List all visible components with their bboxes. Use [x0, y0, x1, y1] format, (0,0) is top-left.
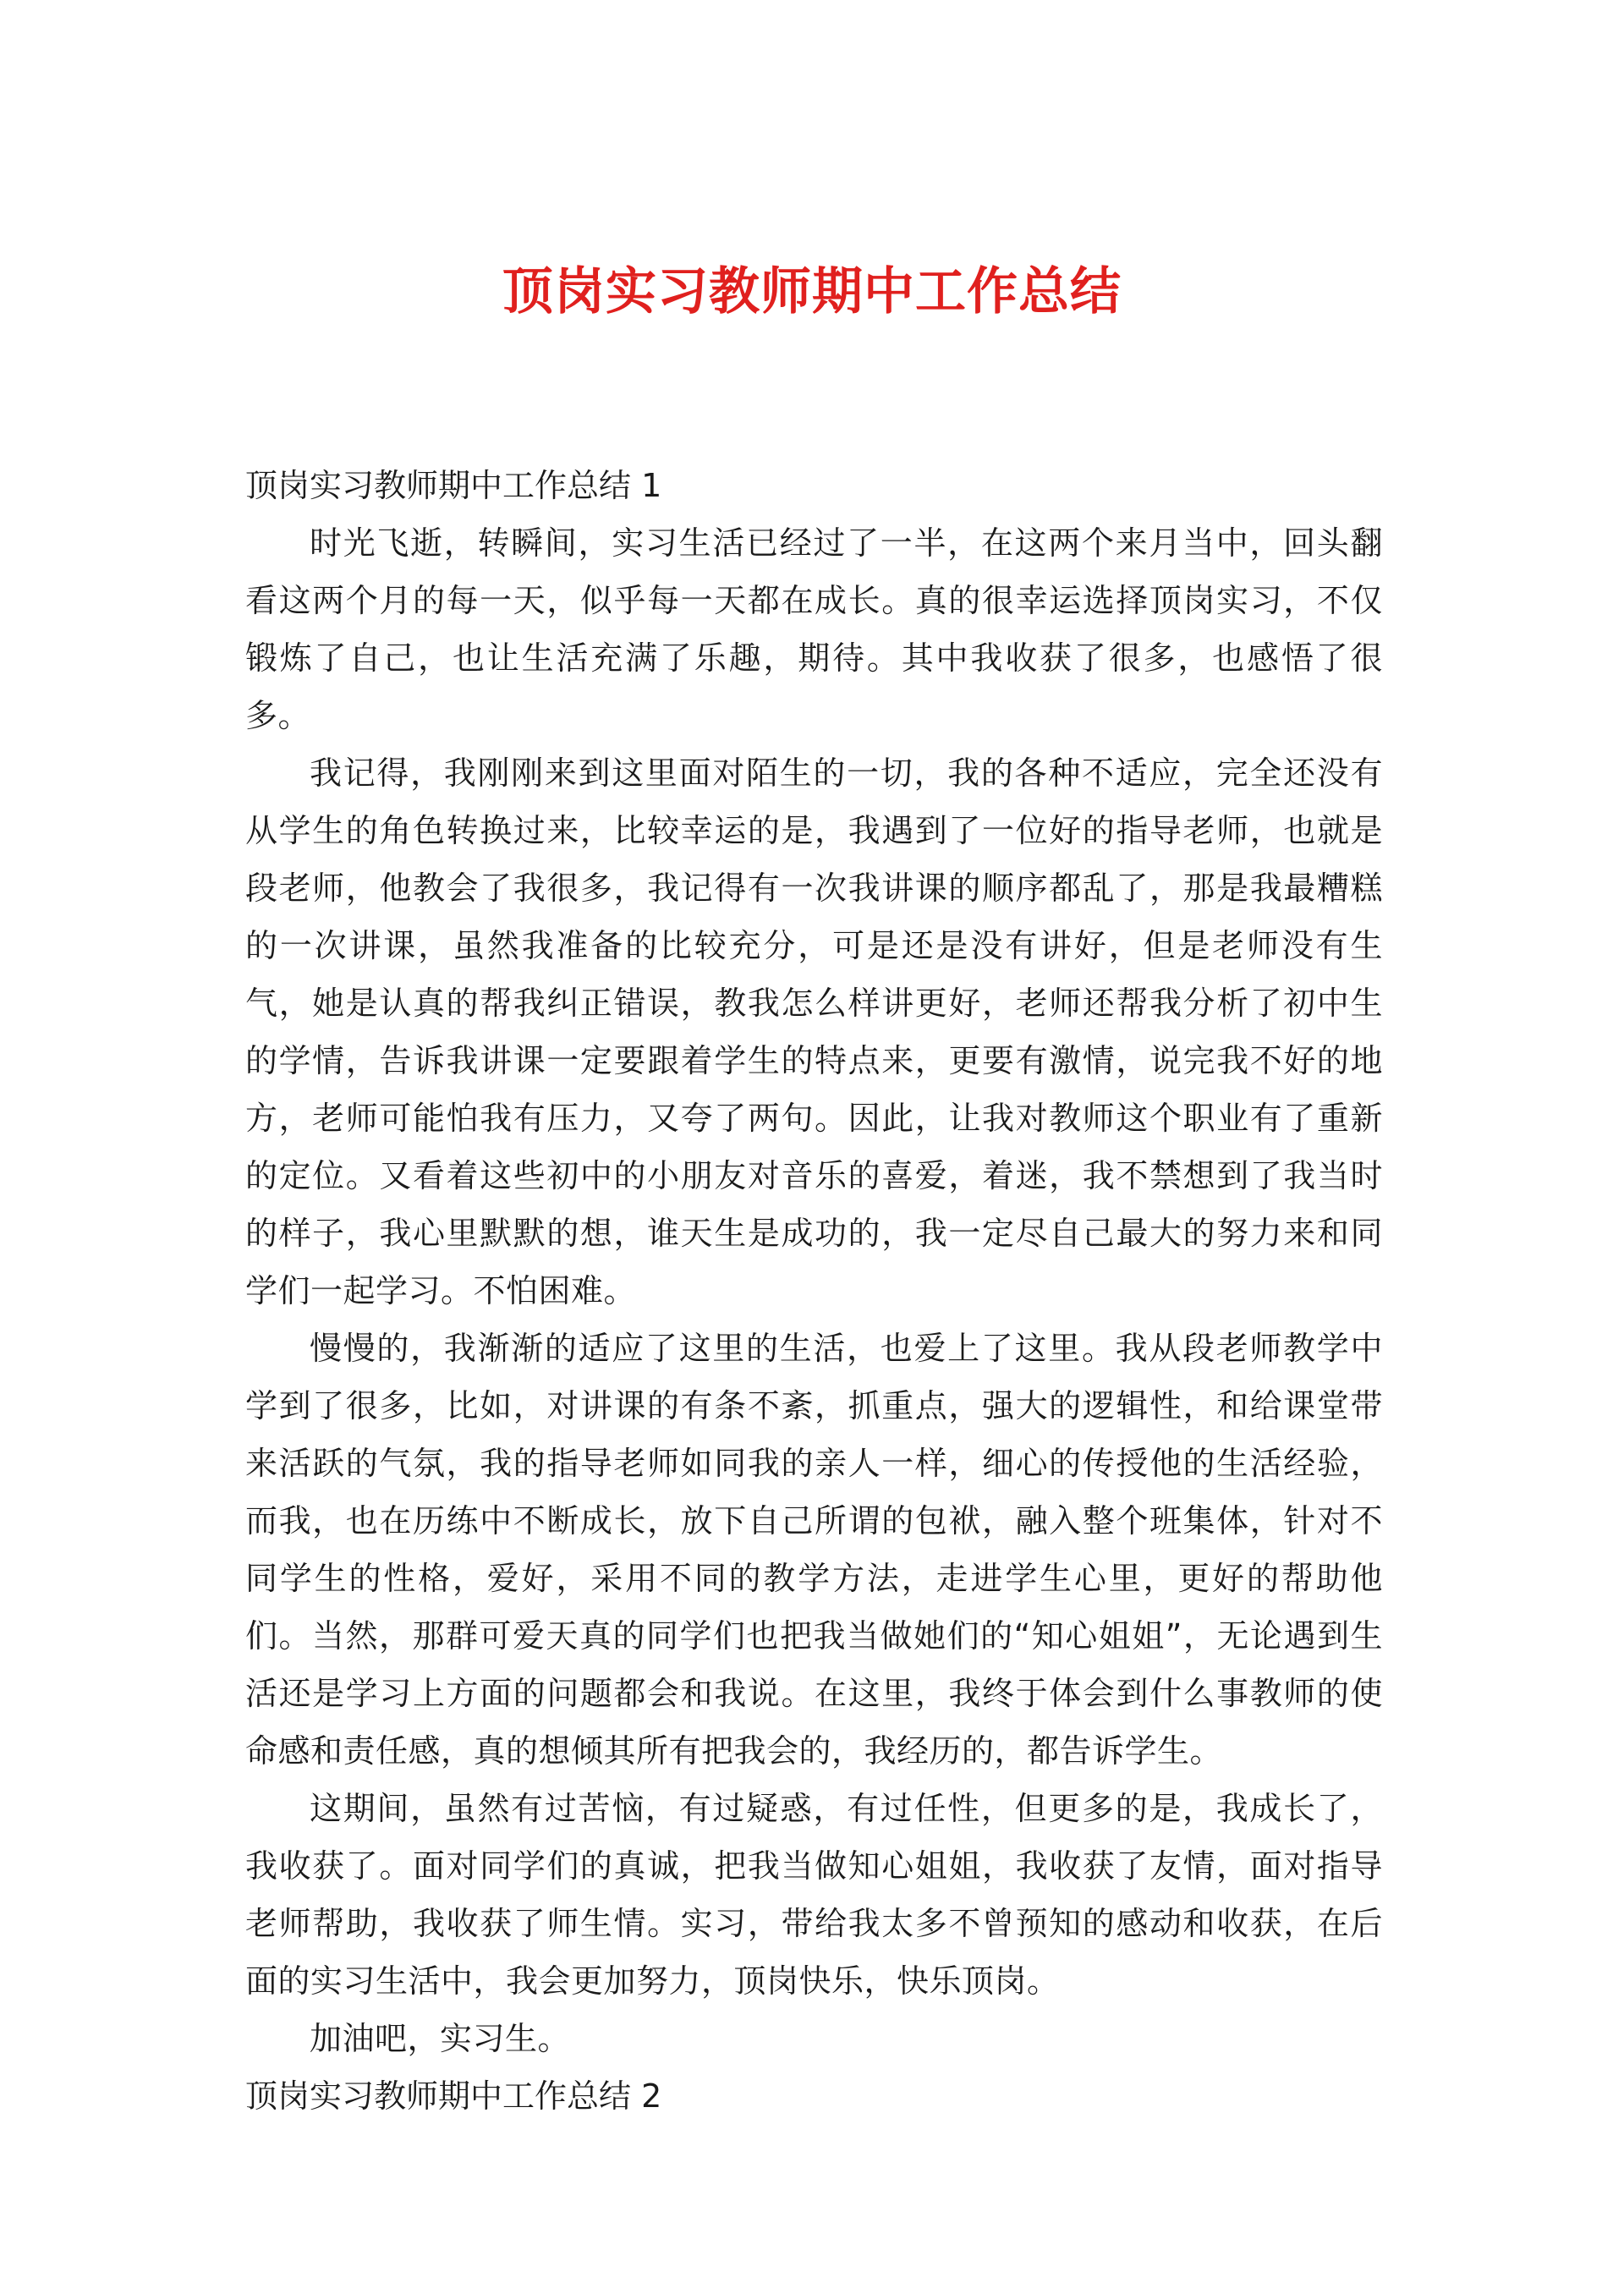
paragraph-1: 时光飞逝，转瞬间，实习生活已经过了一半，在这两个来月当中，回头翻看这两个月的每一天，似乎每一天都在成长。真的很幸运选择顶岗实习，不仅锻炼了自己，也让生活充满了乐趣，期待。其中我收获了很多，也感悟了很多。	[245, 524, 1383, 734]
section-heading-1: 顶岗实习教师期中工作总结 1	[245, 467, 662, 504]
document-title: 顶岗实习教师期中工作总结	[502, 262, 1122, 321]
paragraph-3: 慢慢的，我渐渐的适应了这里的生活，也爱上了这里。我从段老师教学中学到了很多，比如，对讲课的有条不紊，抓重点，强大的逻辑性，和给课堂带来活跃的气氛，我的指导老师如同我的亲人一样，细心的传授他的生活经验，而我，也在历练中不断成长，放下自己所谓的包袱，融入整个班集体，针对不同学生的性格，爱好，采用不同的教学方法，走进学生心里，更好的帮助他们。当然，那群可爱天真的同学们也把我当做她们的“知心姐姐”，无论遇到生活还是学习上方面的问题都会和我说。在这里，我终于体会到什么事教师的使命感和责任感，真的想倾其所有把我会的，我经历的，都告诉学生。	[245, 1330, 1383, 1770]
paragraph-5: 加油吧，实习生。	[310, 2020, 571, 2057]
document-body	[245, 457, 1383, 2125]
paragraph-2: 我记得，我刚刚来到这里面对陌生的一切，我的各种不适应，完全还没有从学生的角色转换过来，比较幸运的是，我遇到了一位好的指导老师，也就是段老师，他教会了我很多，我记得有一次我讲课的顺序都乱了，那是我最糟糕的一次讲课，虽然我准备的比较充分，可是还是没有讲好，但是老师没有生气，她是认真的帮我纠正错误，教我怎么样讲更好，老师还帮我分析了初中生的学情，告诉我讲课一定要跟着学生的特点来，更要有激情，说完我不好的地方，老师可能怕我有压力，又夸了两句。因此，让我对教师这个职业有了重新的定位。又看着这些初中的小朋友对音乐的喜爱，着迷，我不禁想到了我当时的样子，我心里默默的想，谁天生是成功的，我一定尽自己最大的努力来和同学们一起学习。不怕困难。	[245, 755, 1383, 1309]
paragraph-4: 这期间，虽然有过苦恼，有过疑惑，有过任性，但更多的是，我成长了，我收获了。面对同学们的真诚，把我当做知心姐姐，我收获了友情，面对指导老师帮助，我收获了师生情。实习，带给我太多不曾预知的感动和收获，在后面的实习生活中，我会更加努力，顶岗快乐，快乐顶岗。	[245, 1790, 1383, 2000]
section-heading-2: 顶岗实习教师期中工作总结 2	[245, 2077, 662, 2115]
